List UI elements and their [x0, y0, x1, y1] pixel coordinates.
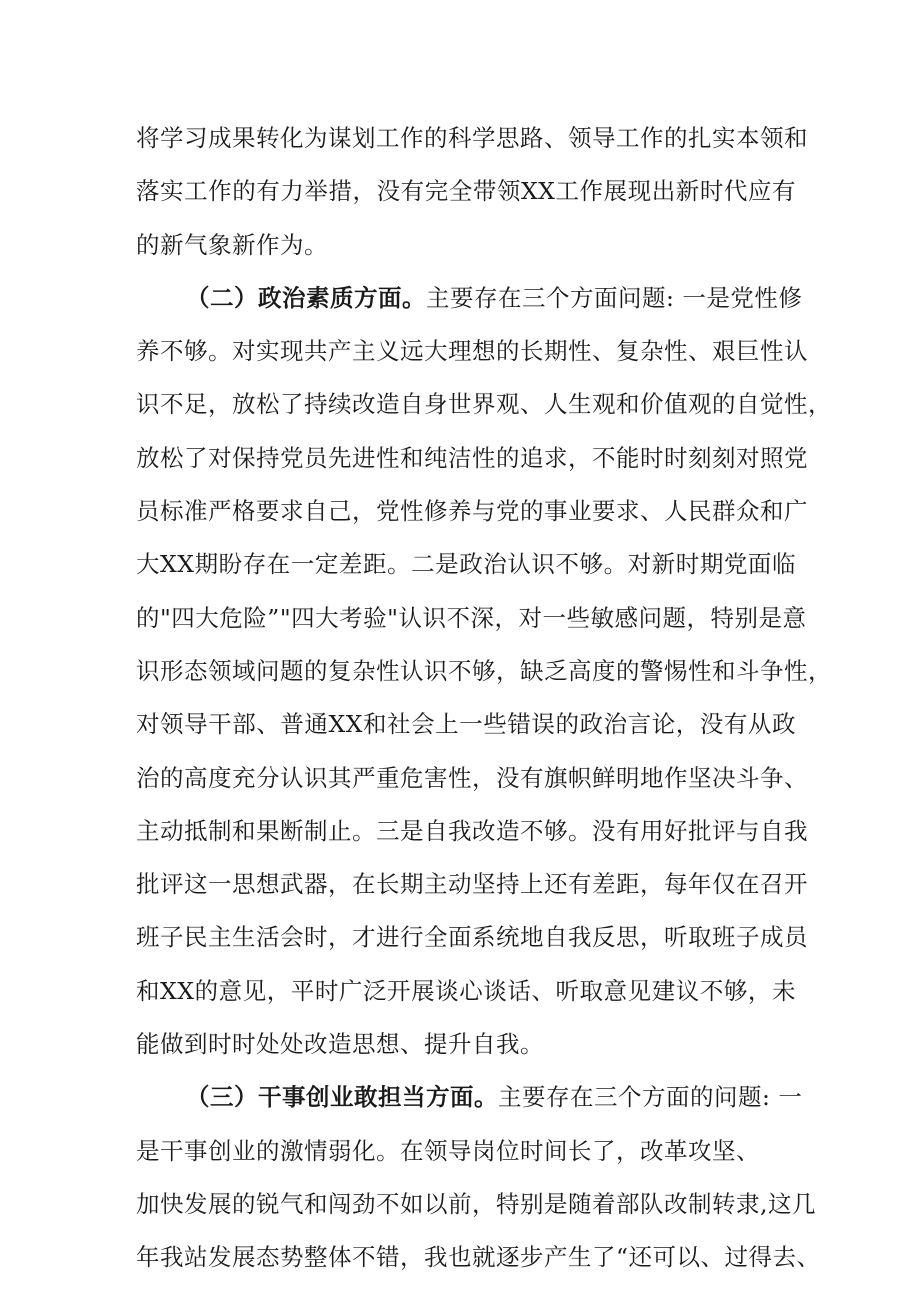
- paragraph-2-line-7: 的"四大危险”"四大考验"认识不深，对一些敏感问题，特别是意: [136, 603, 807, 632]
- paragraph-2-line-5: 员标准严格要求自己，党性修养与党的事业要求、人民群众和广: [136, 497, 808, 526]
- section-heading-political-quality: （二）政治素质方面。: [186, 283, 426, 312]
- document-body: [136, 112, 832, 1285]
- paragraph-2-line-13: 班子民主生活会时，才进行全面系统地自我反思，听取班子成员: [136, 923, 808, 952]
- paragraph-2-line-6: 大XX期盼存在一定差距。二是政治认识不够。对新时期党面临: [136, 550, 796, 579]
- section-heading-entrepreneurship: （三）干事创业敢担当方面。: [186, 1083, 498, 1112]
- paragraph-3-line-3: 加快发展的锐气和闯劲不如以前，特别是随着部队改制转隶,这几: [136, 1189, 816, 1218]
- paragraph-2-line-1-text: 主要存在三个方面问题: 一是党性修: [426, 283, 803, 312]
- paragraph-3-line-1: [136, 1071, 803, 1124]
- paragraph-2-line-10: 治的高度充分认识其严重危害性，没有旗帜鲜明地作坚决斗争、: [136, 763, 808, 792]
- paragraph-1-line-2: 落实工作的有力举措，没有完全带领XX工作展现出新时代应有: [136, 177, 796, 206]
- paragraph-3-line-4: 年我站发展态势整体不错，我也就逐步产生了“还可以、过得去、: [136, 1243, 821, 1272]
- paragraph-2-line-4: 放松了对保持党员先进性和纯洁性的追求，不能时时刻刻对照党: [136, 443, 808, 472]
- paragraph-2-line-3: 识不足，放松了持续改造自身世界观、人生观和价值观的自觉性，: [136, 390, 832, 419]
- paragraph-2-line-8: 识形态领域问题的复杂性认识不够，缺乏高度的警惕性和斗争性，: [136, 656, 832, 685]
- paragraph-2-line-15: 能做到时时处处改造思想、提升自我。: [136, 1030, 544, 1059]
- paragraph-2-line-2: 养不够。对实现共产主义远大理想的长期性、复杂性、艰巨性认: [136, 337, 808, 366]
- paragraph-2-line-11: 主动抵制和果断制止。三是自我改造不够。没有用好批评与自我: [136, 816, 808, 845]
- paragraph-2-line-12: 批评这一思想武器，在长期主动坚持上还有差距，每年仅在召开: [136, 870, 808, 899]
- paragraph-2-line-9: 对领导干部、普通XX和社会上一些错误的政治言论，没有从政: [136, 710, 796, 739]
- paragraph-2-line-14: 和XX的意见，平时广泛开展谈心谈话、听取意见建议不够，未: [136, 976, 796, 1005]
- paragraph-1-line-1: 将学习成果转化为谋划工作的科学思路、领导工作的扎实本领和: [136, 124, 808, 152]
- paragraph-3-line-2: 是干事创业的激情弱化。在领导岗位时间长了，改革攻坚、: [136, 1136, 760, 1165]
- paragraph-1-line-3: 的新气象新作为。: [136, 230, 328, 259]
- paragraph-2-line-1: [136, 272, 803, 325]
- paragraph-3-line-1-text: 主要存在三个方面的问题: 一: [498, 1083, 803, 1112]
